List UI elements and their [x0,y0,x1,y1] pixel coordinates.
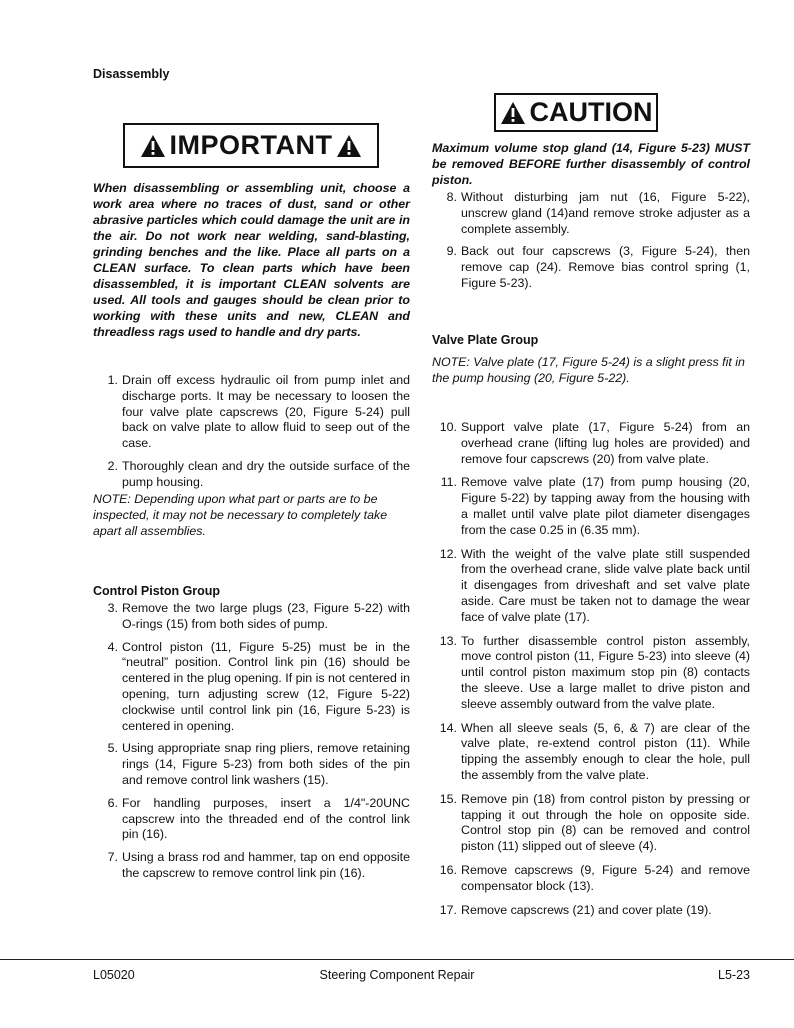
footer-chapter-title: Steering Component Repair [319,968,475,982]
step-text: Back out four capscrews (3, Figure 5-24), then remove cap (24). Remove bias control spring (1, Figure 5-23). [461,244,750,290]
note-inspection: NOTE: Depending upon what part or parts are to be inspected, it may not be necessary to completely take apart all assemblies. [93,492,388,538]
step-text: Support valve plate (17, Figure 5-24) from an overhead crane (lifting lug holes are provided) and remove four capscrews (20) from valve plate. [461,420,750,466]
step-text: With the weight of the valve plate still suspended from the overhead crane, slide valve plate back until it disengages from driveshaft and set valve plate aside. Care must be taken not to damage the wear face of valve plate (17). [461,546,750,624]
procedure-step [432,721,750,784]
step-text: Using appropriate snap ring pliers, remove retaining rings (14, Figure 5-23) from both sides of the pin and remove control link washers (15). [122,741,410,787]
important-label: IMPORTANT [169,130,333,160]
procedure-step [93,459,410,491]
step-text: Drain off excess hydraulic oil from pump inlet and discharge ports. It may be necessary to loosen the four valve plate capscrews (20, Figure 5-24) pull back on valve plate to allow fluid to seep out of the case. [122,373,410,451]
step-text: For handling purposes, insert a 1/4"-20UNC capscrew into the threaded end of the control link pin (16). [122,795,410,842]
procedure-step [432,475,750,538]
step-text: Remove the two large plugs (23, Figure 5-22) with O-rings (15) from both sides of pump. [122,601,410,631]
step-text: Thoroughly clean and dry the outside surface of the pump housing. [122,458,410,489]
step-text: Remove valve plate (17) from pump housing (20, Figure 5-22) by tapping away from the housing with a mallet until valve plate pilot diameter disengages from the case 0.25 in (6.35 mm). [461,475,750,537]
disassembly-steps-8-9 [432,190,750,292]
step-number: 3. [107,601,118,615]
step-text: Using a brass rod and hammer, tap on end opposite the capscrew to remove control link pin (16). [122,850,410,880]
important-banner [123,123,379,168]
disassembly-steps-1-2 [93,373,410,491]
procedure-step [93,741,410,788]
section-heading-disassembly: Disassembly [93,67,170,81]
valve-plate-steps [432,420,750,918]
caution-text: Maximum volume stop gland (14, Figure 5-23) MUST be removed BEFORE further disassembly of control piston. [432,141,750,187]
procedure-step [432,244,750,291]
step-text: Remove capscrews (21) and cover plate (19). [461,902,712,917]
important-text: When disassembling or assembling unit, choose a work area where no traces of dust, sand or other abrasive particles which could damage the unit are in the air. Do not work near welding, sand-blasting, grinding benches and the like. Place all parts on a CLEAN surface. To clean parts which have been disassembled, it is important CLEAN solvents are used. All tools and gauges should be clean prior to working with these units and new, CLEAN and threadless rags used to handle and dry parts. [93,181,410,339]
footer-page-number: L5-23 [718,968,750,982]
warning-triangle-icon [336,134,362,158]
caution-label: CAUTION [529,97,653,127]
step-number: 17. [439,902,457,917]
note-valve-plate: NOTE: Valve plate (17, Figure 5-24) is a slight press fit in the pump housing (20, Figure 5-22). [432,355,745,385]
procedure-step [93,373,410,452]
step-number: 9. [446,244,457,259]
step-number: 15. [439,791,457,806]
step-number: 6. [107,795,118,810]
step-number: 8. [446,190,457,204]
procedure-step [432,863,750,895]
warning-triangle-icon [500,101,526,125]
step-text: Without disturbing jam nut (16, Figure 5-22), unscrew gland (14)and remove stroke adjuster as a complete assembly. [461,190,750,236]
step-text: Control piston (11, Figure 5-25) must be in the “neutral” position. Control link pin (16) should be centered in the plug opening. If pin is not centered in opening, turn adjusting screw (12, Figure 5-22) clockwise until control link pin (16, Figure 5-23) is centered in opening. [122,639,410,733]
warning-triangle-icon [140,134,166,158]
footer-rule [0,959,794,960]
procedure-step [432,547,750,626]
section-heading-control-piston: Control Piston Group [93,584,221,598]
step-number: 2. [107,458,118,473]
control-piston-steps [93,601,410,882]
step-number: 5. [107,741,118,756]
step-number: 11. [440,475,457,490]
footer-doc-number: L05020 [93,968,135,982]
section-heading-valve-plate: Valve Plate Group [432,333,539,347]
procedure-step [93,796,410,843]
step-text: Remove pin (18) from control piston by pressing or tapping it out through the hole on opposite side. Control stop pin (8) can be removed and control piston (11) slipped out of sleeve (4). [461,791,750,854]
step-text: To further disassemble control piston assembly, move control piston (11, Figure 5-23) into sleeve (4) until control piston maximum stop pin (8) contacts the sleeve. Use a large mallet to drive piston and sleeve assembly outward from the valve plate. [461,633,750,711]
procedure-step [432,903,750,919]
step-text: Remove capscrews (9, Figure 5-24) and remove compensator block (13). [461,862,750,893]
step-number: 14. [439,720,457,735]
procedure-step [93,601,410,633]
step-number: 7. [107,850,118,865]
step-number: 10. [439,420,457,434]
procedure-step [432,792,750,855]
procedure-step [432,634,750,713]
step-number: 16. [439,862,457,877]
step-number: 1. [107,373,118,387]
step-text: When all sleeve seals (5, 6, & 7) are clear of the valve plate, re-extend control piston (11). While tipping the assembly enough to clear the hole, pull the assembly from the valve plate. [461,720,750,782]
procedure-step [432,420,750,467]
step-number: 12. [439,546,457,561]
step-number: 13. [439,633,457,648]
procedure-step [93,850,410,882]
procedure-step [432,190,750,237]
caution-banner [494,93,658,132]
procedure-step [93,640,410,735]
step-number: 4. [107,639,118,654]
